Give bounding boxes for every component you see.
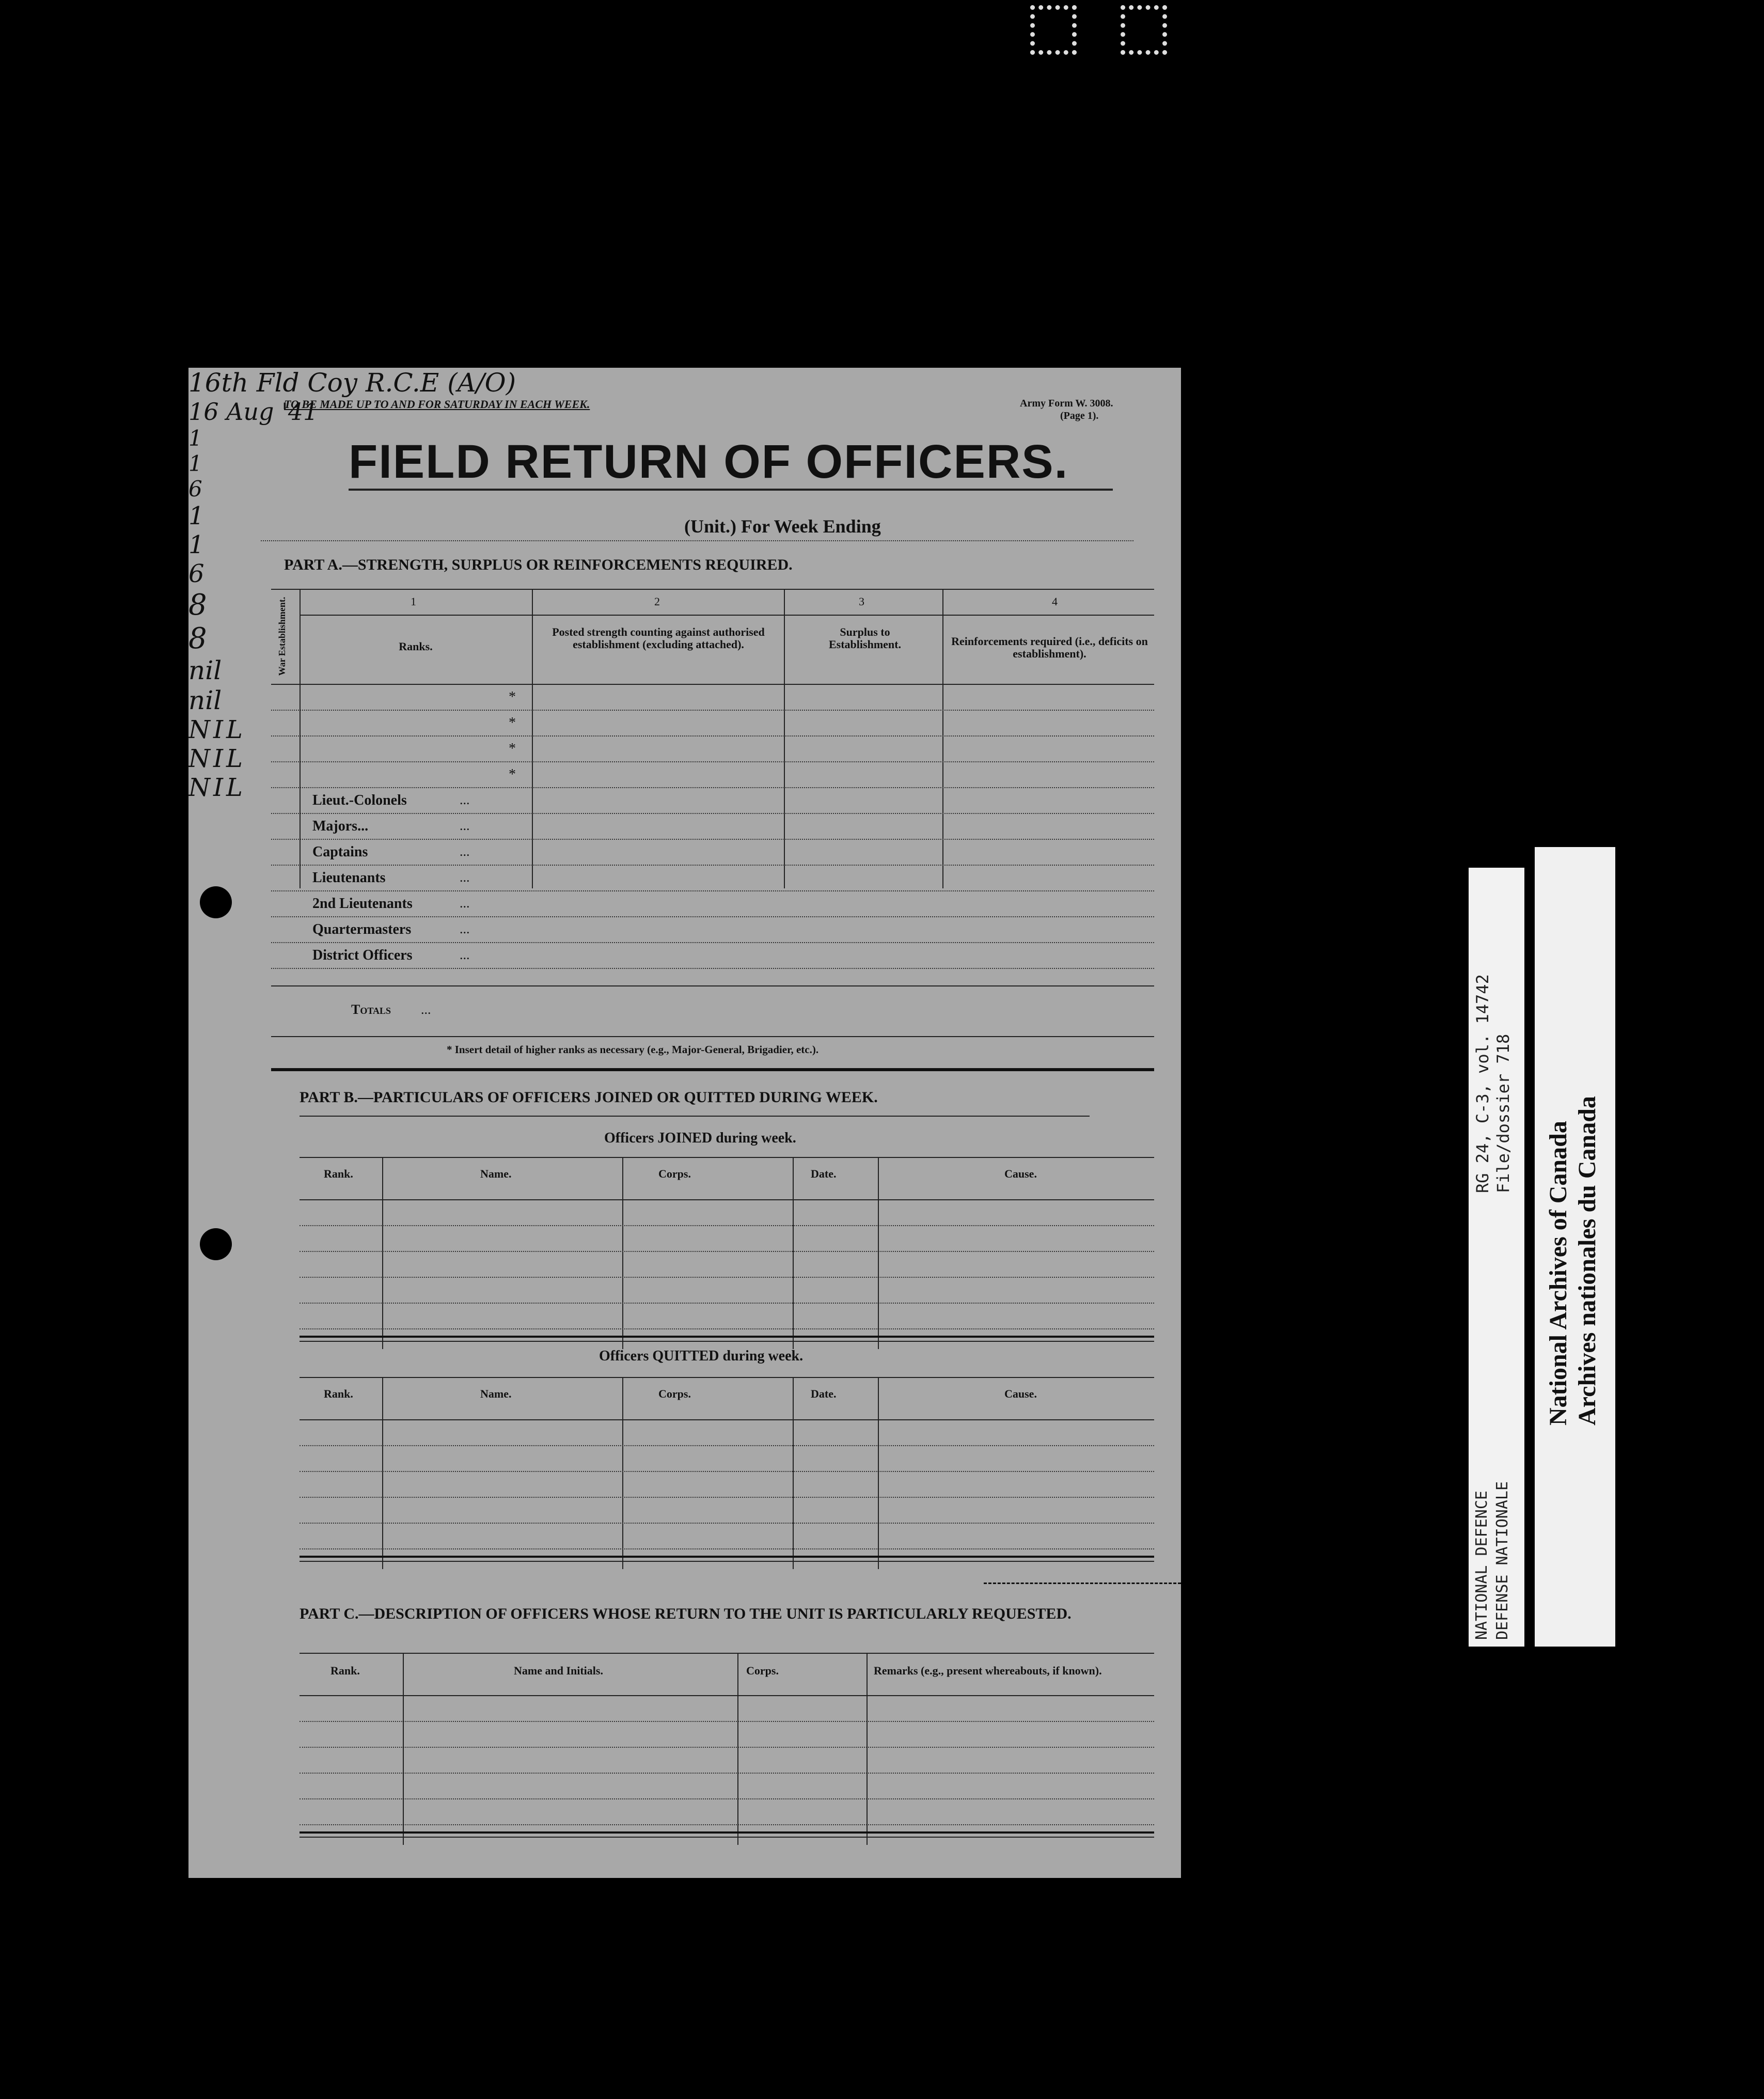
part-a-rule [271, 968, 1154, 969]
quitted-col-cause: Cause. [1004, 1387, 1037, 1400]
unit-label: (Unit.) For Week Ending [684, 516, 881, 537]
quitted-col-date: Date. [811, 1387, 837, 1400]
quitted-col-divider [878, 1377, 879, 1569]
part-a-col-ranks-divider [532, 589, 533, 888]
archives-name-fr: Archives nationales du Canada [1573, 1096, 1601, 1426]
rank-label-2nd-lieutenants: 2nd Lieutenants [312, 896, 413, 912]
reinforcements-header: Reinforcements required (i.e., deficits on establishment). [951, 635, 1148, 661]
posted-majors-value: 1 [188, 502, 204, 530]
rank-label-lieutenants: Lieutenants [312, 870, 386, 886]
quitted-header-bottom [300, 1419, 1154, 1420]
surplus-header: Surplus to Establishment. [829, 625, 901, 651]
joined-rule [300, 1328, 1154, 1330]
joined-col-date: Date. [811, 1167, 837, 1180]
col-number-4: 4 [1052, 595, 1058, 608]
joined-table-top [300, 1157, 1154, 1158]
totals-label: Totals [351, 1002, 391, 1017]
part-a-rule [271, 813, 1154, 814]
quitted-rule [300, 1445, 1154, 1447]
part-a-col-war-divider [300, 589, 301, 888]
form-title: FIELD RETURN OF OFFICERS. [349, 435, 1069, 488]
asterisk-row-3: * [509, 741, 516, 757]
part-c-col-remarks: Remarks (e.g., present whereabouts, if known). [874, 1664, 1102, 1677]
part-a-top-border [271, 589, 1154, 590]
part-a-rule [271, 890, 1154, 892]
posted-lieutenants-value: 6 [188, 559, 204, 588]
war-establishment-header: War Establishment. [277, 597, 287, 676]
leader-dots: ... [460, 844, 470, 859]
part-a-number-row-line [300, 615, 1154, 616]
part-c-rule [300, 1798, 1154, 1800]
part-c-col-rank: Rank. [330, 1664, 360, 1677]
week-ending-handwritten: 16 Aug '41 [188, 398, 319, 426]
joined-col-corps: Corps. [658, 1167, 691, 1180]
form-page: (Page 1). [1060, 410, 1099, 421]
part-c-col-corps: Corps. [746, 1664, 779, 1677]
part-a-rule [271, 839, 1154, 840]
quitted-nil-handwritten: NIL [188, 744, 246, 773]
leader-dots: ... [460, 921, 470, 936]
rank-label-quartermasters: Quartermasters [312, 921, 412, 937]
fold-line [984, 1583, 1181, 1585]
leader-dots: ... [460, 896, 470, 911]
part-a-col-surplus-divider [942, 589, 943, 888]
part-c-bottom-rule [300, 1831, 1154, 1834]
joined-col-rank: Rank. [324, 1167, 353, 1180]
joined-header-bottom [300, 1199, 1154, 1200]
quitted-title: Officers QUITTED during week. [599, 1348, 804, 1364]
title-underline [349, 489, 1113, 491]
film-punch-mark-left [1030, 5, 1077, 55]
joined-col-divider [622, 1157, 623, 1349]
totals-surplus-value: nil [188, 655, 222, 685]
part-c-header-bottom [300, 1695, 1154, 1696]
joined-bottom-rule-2 [300, 1341, 1154, 1342]
quitted-table-top [300, 1377, 1154, 1378]
war-captains-value: 1 [188, 451, 202, 476]
war-lieutenants-value: 6 [188, 476, 202, 502]
part-c-table-top [300, 1653, 1154, 1654]
ranks-header: Ranks. [399, 640, 433, 653]
leader-dots: ... [460, 818, 470, 833]
quitted-col-corps: Corps. [658, 1387, 691, 1400]
part-c-bottom-rule-2 [300, 1837, 1154, 1838]
joined-bottom-rule [300, 1336, 1154, 1338]
joined-rule [300, 1277, 1154, 1278]
part-c-nil-handwritten: NIL [188, 773, 246, 802]
col-number-1: 1 [411, 595, 416, 608]
part-a-rule [271, 865, 1154, 866]
part-a-rule [271, 710, 1154, 711]
binder-hole-lower [200, 1228, 232, 1260]
war-majors-value: 1 [188, 426, 202, 451]
archives-name-en: National Archives of Canada [1545, 1121, 1572, 1426]
binder-hole-upper [200, 886, 232, 918]
totals-leader-dots: ... [421, 1002, 431, 1017]
part-b-title-underline [300, 1116, 1090, 1117]
part-b-title: PART B.—PARTICULARS OF OFFICERS JOINED OR QUITTED DURING WEEK. [300, 1089, 878, 1106]
posted-header: Posted strength counting against authorised establishment (excluding attached). [552, 625, 765, 651]
quitted-col-divider [382, 1377, 383, 1569]
unit-name-handwritten: 16th Fld Coy R.C.E (A/O) [188, 368, 516, 398]
part-c-rule [300, 1747, 1154, 1748]
quitted-col-divider [622, 1377, 623, 1569]
quitted-rule [300, 1471, 1154, 1473]
part-a-header-bottom [271, 684, 1154, 685]
part-c-col-divider [867, 1653, 868, 1845]
leader-dots: ... [460, 870, 470, 885]
unit-line [261, 540, 1133, 542]
dept-name-fr: DEFENSE NATIONALE [1493, 1481, 1511, 1640]
part-c-rule [300, 1824, 1154, 1826]
totals-bottom-border [271, 1036, 1154, 1037]
leader-dots: ... [460, 947, 470, 962]
quitted-col-divider [793, 1377, 794, 1569]
part-c-rule [300, 1721, 1154, 1722]
joined-rule [300, 1225, 1154, 1227]
quitted-rule [300, 1523, 1154, 1524]
form-id: Army Form W. 3008. [1020, 398, 1113, 409]
posted-captains-value: 1 [188, 530, 204, 559]
col-number-3: 3 [859, 595, 864, 608]
rank-label-captains: Captains [312, 844, 368, 860]
asterisk-row-1: * [509, 689, 516, 705]
instruction-text: TO BE MADE UP TO AND FOR SATURDAY IN EACH WEEK. [284, 398, 590, 411]
part-a-rule [271, 942, 1154, 944]
totals-posted-value: 8 [188, 622, 207, 655]
part-a-title: PART A.—STRENGTH, SURPLUS OR REINFORCEMENTS REQUIRED. [284, 556, 793, 573]
dept-name-en: NATIONAL DEFENCE [1473, 1491, 1491, 1640]
part-c-col-divider [403, 1653, 404, 1845]
quitted-bottom-rule-2 [300, 1561, 1154, 1562]
totals-top-border [271, 985, 1154, 986]
part-c-title: PART C.—DESCRIPTION OF OFFICERS WHOSE RETURN TO THE UNIT IS PARTICULARLY REQUESTED. [300, 1605, 1072, 1622]
quitted-rule [300, 1497, 1154, 1498]
joined-rule [300, 1303, 1154, 1304]
part-a-footnote: * Insert detail of higher ranks as necessary (e.g., Major-General, Brigadier, etc.). [447, 1043, 819, 1056]
joined-col-divider [878, 1157, 879, 1349]
quitted-col-rank: Rank. [324, 1387, 353, 1400]
quitted-rule [300, 1548, 1154, 1550]
leader-dots: ... [460, 792, 470, 807]
quitted-bottom-rule [300, 1556, 1154, 1558]
joined-col-cause: Cause. [1004, 1167, 1037, 1180]
rank-label-lieut-colonels: Lieut.-Colonels [312, 792, 407, 808]
archive-reference-card [1469, 868, 1524, 1647]
joined-col-divider [382, 1157, 383, 1349]
asterisk-row-2: * [509, 715, 516, 731]
film-punch-mark-right [1121, 5, 1167, 55]
joined-col-divider [793, 1157, 794, 1349]
asterisk-row-4: * [509, 766, 516, 782]
joined-col-name: Name. [480, 1167, 512, 1180]
part-a-rule [271, 916, 1154, 918]
joined-title: Officers JOINED during week. [604, 1130, 796, 1146]
quitted-col-name: Name. [480, 1387, 512, 1400]
part-a-rule [271, 761, 1154, 763]
rank-label-district-officers: District Officers [312, 947, 413, 963]
part-c-col-name: Name and Initials. [514, 1664, 603, 1677]
part-a-col-posted-divider [784, 589, 785, 888]
rank-label-majors: Majors... [312, 818, 369, 834]
totals-war-value: 8 [188, 588, 207, 622]
archive-name-card [1535, 847, 1615, 1647]
part-c-col-divider [737, 1653, 738, 1845]
part-a-bottom-rule [271, 1068, 1154, 1071]
totals-reinforcements-value: nil [188, 685, 222, 715]
archive-file: File/dossier 718 [1493, 1033, 1513, 1193]
part-a-rule [271, 735, 1154, 737]
joined-rule [300, 1251, 1154, 1252]
form-sheet [188, 368, 1181, 1878]
joined-nil-handwritten: NIL [188, 715, 246, 744]
part-c-rule [300, 1773, 1154, 1774]
part-a-rule [271, 787, 1154, 789]
col-number-2: 2 [654, 595, 660, 608]
archive-reference: RG 24, C-3, vol. 14742 [1473, 974, 1492, 1193]
